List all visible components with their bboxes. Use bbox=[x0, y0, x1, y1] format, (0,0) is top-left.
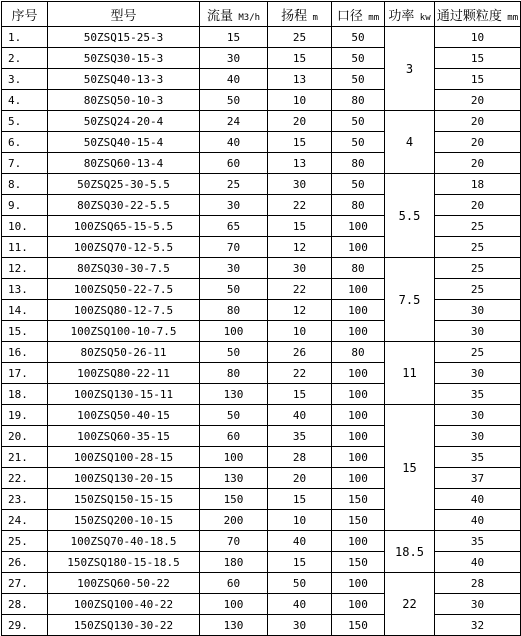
cell-flow: 70 bbox=[200, 237, 268, 258]
cell-power: 11 bbox=[385, 342, 435, 405]
table-row bbox=[2, 69, 521, 90]
cell-bore: 50 bbox=[332, 69, 385, 90]
cell-particle: 25 bbox=[435, 216, 521, 237]
cell-particle: 30 bbox=[435, 594, 521, 615]
cell-particle: 28 bbox=[435, 573, 521, 594]
cell-index: 9. bbox=[2, 195, 48, 216]
cell-bore: 100 bbox=[332, 237, 385, 258]
cell-flow: 180 bbox=[200, 552, 268, 573]
cell-index: 24. bbox=[2, 510, 48, 531]
cell-model: 100ZSQ100-40-22 bbox=[48, 594, 200, 615]
cell-index: 8. bbox=[2, 174, 48, 195]
cell-particle: 30 bbox=[435, 405, 521, 426]
cell-head: 30 bbox=[268, 258, 332, 279]
cell-bore: 100 bbox=[332, 363, 385, 384]
cell-bore: 100 bbox=[332, 405, 385, 426]
cell-power: 4 bbox=[385, 111, 435, 174]
cell-head: 10 bbox=[268, 321, 332, 342]
cell-particle: 15 bbox=[435, 69, 521, 90]
cell-head: 13 bbox=[268, 69, 332, 90]
table-row bbox=[2, 510, 521, 531]
cell-particle: 30 bbox=[435, 300, 521, 321]
table-row bbox=[2, 237, 521, 258]
cell-index: 6. bbox=[2, 132, 48, 153]
cell-index: 12. bbox=[2, 258, 48, 279]
cell-head: 13 bbox=[268, 153, 332, 174]
cell-bore: 100 bbox=[332, 279, 385, 300]
table-row bbox=[2, 447, 521, 468]
cell-head: 28 bbox=[268, 447, 332, 468]
cell-model: 100ZSQ100-28-15 bbox=[48, 447, 200, 468]
table-row bbox=[2, 195, 521, 216]
cell-head: 30 bbox=[268, 174, 332, 195]
cell-head: 15 bbox=[268, 48, 332, 69]
table-row bbox=[2, 279, 521, 300]
cell-particle: 37 bbox=[435, 468, 521, 489]
cell-head: 40 bbox=[268, 405, 332, 426]
table-body bbox=[2, 27, 521, 636]
header-row bbox=[2, 2, 521, 27]
cell-flow: 24 bbox=[200, 111, 268, 132]
cell-model: 80ZSQ50-26-11 bbox=[48, 342, 200, 363]
cell-index: 22. bbox=[2, 468, 48, 489]
cell-model: 80ZSQ30-30-7.5 bbox=[48, 258, 200, 279]
table-row bbox=[2, 531, 521, 552]
cell-flow: 50 bbox=[200, 279, 268, 300]
header-flow bbox=[200, 2, 268, 27]
cell-particle: 15 bbox=[435, 48, 521, 69]
header-head bbox=[268, 2, 332, 27]
table-row bbox=[2, 573, 521, 594]
cell-particle: 35 bbox=[435, 447, 521, 468]
cell-bore: 150 bbox=[332, 615, 385, 636]
cell-head: 22 bbox=[268, 363, 332, 384]
cell-bore: 80 bbox=[332, 342, 385, 363]
cell-flow: 40 bbox=[200, 132, 268, 153]
cell-model: 150ZSQ200-10-15 bbox=[48, 510, 200, 531]
cell-bore: 100 bbox=[332, 426, 385, 447]
cell-particle: 25 bbox=[435, 342, 521, 363]
cell-bore: 100 bbox=[332, 321, 385, 342]
cell-power: 15 bbox=[385, 405, 435, 531]
cell-power: 7.5 bbox=[385, 258, 435, 342]
cell-flow: 60 bbox=[200, 573, 268, 594]
table-row bbox=[2, 300, 521, 321]
cell-flow: 130 bbox=[200, 384, 268, 405]
cell-index: 26. bbox=[2, 552, 48, 573]
cell-head: 30 bbox=[268, 615, 332, 636]
header-model bbox=[48, 2, 200, 27]
header-unit: m bbox=[307, 12, 318, 23]
cell-bore: 50 bbox=[332, 111, 385, 132]
cell-flow: 200 bbox=[200, 510, 268, 531]
cell-bore: 150 bbox=[332, 489, 385, 510]
cell-flow: 15 bbox=[200, 27, 268, 48]
cell-particle: 35 bbox=[435, 531, 521, 552]
table-row bbox=[2, 321, 521, 342]
table-row bbox=[2, 615, 521, 636]
cell-bore: 100 bbox=[332, 594, 385, 615]
cell-head: 15 bbox=[268, 132, 332, 153]
header-label: 流量 bbox=[206, 8, 233, 24]
cell-particle: 10 bbox=[435, 27, 521, 48]
cell-bore: 100 bbox=[332, 216, 385, 237]
header-unit: mm bbox=[501, 12, 519, 23]
cell-flow: 130 bbox=[200, 468, 268, 489]
cell-index: 14. bbox=[2, 300, 48, 321]
cell-index: 11. bbox=[2, 237, 48, 258]
cell-model: 100ZSQ70-40-18.5 bbox=[48, 531, 200, 552]
cell-head: 20 bbox=[268, 468, 332, 489]
cell-particle: 20 bbox=[435, 90, 521, 111]
cell-head: 10 bbox=[268, 510, 332, 531]
cell-bore: 50 bbox=[332, 174, 385, 195]
cell-particle: 25 bbox=[435, 279, 521, 300]
table-row bbox=[2, 216, 521, 237]
cell-model: 100ZSQ65-15-5.5 bbox=[48, 216, 200, 237]
cell-particle: 25 bbox=[435, 237, 521, 258]
cell-particle: 20 bbox=[435, 195, 521, 216]
header-label: 通过颗粒度 bbox=[436, 8, 502, 24]
table-row bbox=[2, 342, 521, 363]
cell-bore: 150 bbox=[332, 510, 385, 531]
cell-particle: 40 bbox=[435, 552, 521, 573]
cell-head: 50 bbox=[268, 573, 332, 594]
cell-index: 17. bbox=[2, 363, 48, 384]
cell-flow: 25 bbox=[200, 174, 268, 195]
cell-model: 150ZSQ150-15-15 bbox=[48, 489, 200, 510]
cell-bore: 80 bbox=[332, 90, 385, 111]
cell-head: 10 bbox=[268, 90, 332, 111]
cell-bore: 100 bbox=[332, 468, 385, 489]
cell-flow: 40 bbox=[200, 69, 268, 90]
cell-flow: 30 bbox=[200, 48, 268, 69]
cell-particle: 40 bbox=[435, 510, 521, 531]
cell-model: 150ZSQ130-30-22 bbox=[48, 615, 200, 636]
cell-model: 50ZSQ40-15-4 bbox=[48, 132, 200, 153]
cell-flow: 80 bbox=[200, 300, 268, 321]
cell-flow: 100 bbox=[200, 594, 268, 615]
cell-power: 5.5 bbox=[385, 174, 435, 258]
cell-head: 12 bbox=[268, 237, 332, 258]
header-bore bbox=[332, 2, 385, 27]
cell-index: 28. bbox=[2, 594, 48, 615]
cell-index: 15. bbox=[2, 321, 48, 342]
pump-spec-table bbox=[1, 1, 521, 636]
cell-head: 20 bbox=[268, 111, 332, 132]
cell-flow: 60 bbox=[200, 426, 268, 447]
cell-model: 100ZSQ60-50-22 bbox=[48, 573, 200, 594]
table-row bbox=[2, 111, 521, 132]
table-row bbox=[2, 468, 521, 489]
cell-index: 4. bbox=[2, 90, 48, 111]
cell-flow: 130 bbox=[200, 615, 268, 636]
cell-model: 100ZSQ50-22-7.5 bbox=[48, 279, 200, 300]
header-index bbox=[2, 2, 48, 27]
cell-flow: 150 bbox=[200, 489, 268, 510]
cell-particle: 32 bbox=[435, 615, 521, 636]
cell-head: 15 bbox=[268, 216, 332, 237]
cell-particle: 20 bbox=[435, 153, 521, 174]
cell-model: 100ZSQ80-22-11 bbox=[48, 363, 200, 384]
cell-head: 40 bbox=[268, 594, 332, 615]
cell-bore: 80 bbox=[332, 195, 385, 216]
cell-head: 35 bbox=[268, 426, 332, 447]
cell-model: 100ZSQ50-40-15 bbox=[48, 405, 200, 426]
cell-bore: 100 bbox=[332, 384, 385, 405]
cell-index: 7. bbox=[2, 153, 48, 174]
cell-flow: 50 bbox=[200, 90, 268, 111]
cell-flow: 70 bbox=[200, 531, 268, 552]
cell-model: 100ZSQ80-12-7.5 bbox=[48, 300, 200, 321]
cell-bore: 100 bbox=[332, 531, 385, 552]
cell-index: 25. bbox=[2, 531, 48, 552]
cell-head: 26 bbox=[268, 342, 332, 363]
cell-particle: 30 bbox=[435, 426, 521, 447]
cell-bore: 100 bbox=[332, 447, 385, 468]
cell-index: 21. bbox=[2, 447, 48, 468]
table-row bbox=[2, 132, 521, 153]
cell-model: 100ZSQ130-15-11 bbox=[48, 384, 200, 405]
cell-index: 10. bbox=[2, 216, 48, 237]
table-row bbox=[2, 174, 521, 195]
table-row bbox=[2, 405, 521, 426]
header-label: 功率 bbox=[388, 8, 415, 24]
cell-bore: 150 bbox=[332, 552, 385, 573]
cell-index: 3. bbox=[2, 69, 48, 90]
cell-head: 15 bbox=[268, 552, 332, 573]
cell-model: 80ZSQ60-13-4 bbox=[48, 153, 200, 174]
header-particle bbox=[435, 2, 521, 27]
cell-model: 100ZSQ100-10-7.5 bbox=[48, 321, 200, 342]
header-unit: M3/h bbox=[232, 12, 261, 23]
cell-index: 1. bbox=[2, 27, 48, 48]
header-label: 序号 bbox=[11, 8, 38, 24]
cell-bore: 50 bbox=[332, 48, 385, 69]
header-unit: mm bbox=[362, 12, 380, 23]
cell-head: 40 bbox=[268, 531, 332, 552]
cell-head: 22 bbox=[268, 195, 332, 216]
cell-particle: 20 bbox=[435, 111, 521, 132]
cell-flow: 30 bbox=[200, 195, 268, 216]
table-row bbox=[2, 90, 521, 111]
cell-index: 27. bbox=[2, 573, 48, 594]
cell-particle: 30 bbox=[435, 363, 521, 384]
cell-flow: 100 bbox=[200, 447, 268, 468]
cell-model: 80ZSQ50-10-3 bbox=[48, 90, 200, 111]
cell-bore: 100 bbox=[332, 573, 385, 594]
cell-head: 12 bbox=[268, 300, 332, 321]
cell-head: 25 bbox=[268, 27, 332, 48]
table-row bbox=[2, 552, 521, 573]
cell-model: 100ZSQ70-12-5.5 bbox=[48, 237, 200, 258]
cell-particle: 30 bbox=[435, 321, 521, 342]
header-label: 型号 bbox=[110, 8, 137, 24]
table-row bbox=[2, 258, 521, 279]
cell-power: 3 bbox=[385, 27, 435, 111]
header-label: 扬程 bbox=[281, 8, 308, 24]
cell-head: 15 bbox=[268, 384, 332, 405]
cell-particle: 25 bbox=[435, 258, 521, 279]
cell-flow: 60 bbox=[200, 153, 268, 174]
cell-flow: 80 bbox=[200, 363, 268, 384]
cell-index: 23. bbox=[2, 489, 48, 510]
cell-model: 50ZSQ24-20-4 bbox=[48, 111, 200, 132]
cell-bore: 80 bbox=[332, 258, 385, 279]
cell-flow: 65 bbox=[200, 216, 268, 237]
cell-flow: 50 bbox=[200, 405, 268, 426]
cell-model: 100ZSQ60-35-15 bbox=[48, 426, 200, 447]
cell-head: 15 bbox=[268, 489, 332, 510]
table-row bbox=[2, 153, 521, 174]
table-row bbox=[2, 426, 521, 447]
cell-index: 16. bbox=[2, 342, 48, 363]
cell-model: 50ZSQ30-15-3 bbox=[48, 48, 200, 69]
cell-model: 150ZSQ180-15-18.5 bbox=[48, 552, 200, 573]
cell-power: 18.5 bbox=[385, 531, 435, 573]
cell-bore: 50 bbox=[332, 132, 385, 153]
cell-particle: 35 bbox=[435, 384, 521, 405]
cell-bore: 50 bbox=[332, 27, 385, 48]
table-row bbox=[2, 489, 521, 510]
table-row bbox=[2, 27, 521, 48]
cell-particle: 18 bbox=[435, 174, 521, 195]
cell-bore: 80 bbox=[332, 153, 385, 174]
header-label: 口径 bbox=[336, 8, 363, 24]
cell-index: 5. bbox=[2, 111, 48, 132]
cell-power: 22 bbox=[385, 573, 435, 636]
cell-bore: 100 bbox=[332, 300, 385, 321]
table-row bbox=[2, 48, 521, 69]
cell-model: 50ZSQ15-25-3 bbox=[48, 27, 200, 48]
cell-particle: 20 bbox=[435, 132, 521, 153]
cell-index: 13. bbox=[2, 279, 48, 300]
cell-flow: 100 bbox=[200, 321, 268, 342]
cell-particle: 40 bbox=[435, 489, 521, 510]
cell-index: 19. bbox=[2, 405, 48, 426]
header-unit: kw bbox=[414, 12, 431, 23]
cell-model: 100ZSQ130-20-15 bbox=[48, 468, 200, 489]
table-row bbox=[2, 594, 521, 615]
table-row bbox=[2, 363, 521, 384]
cell-index: 29. bbox=[2, 615, 48, 636]
cell-index: 2. bbox=[2, 48, 48, 69]
cell-model: 50ZSQ25-30-5.5 bbox=[48, 174, 200, 195]
cell-model: 80ZSQ30-22-5.5 bbox=[48, 195, 200, 216]
cell-index: 20. bbox=[2, 426, 48, 447]
header-power bbox=[385, 2, 435, 27]
cell-flow: 50 bbox=[200, 342, 268, 363]
cell-index: 18. bbox=[2, 384, 48, 405]
cell-head: 22 bbox=[268, 279, 332, 300]
cell-model: 50ZSQ40-13-3 bbox=[48, 69, 200, 90]
table-row bbox=[2, 384, 521, 405]
cell-flow: 30 bbox=[200, 258, 268, 279]
